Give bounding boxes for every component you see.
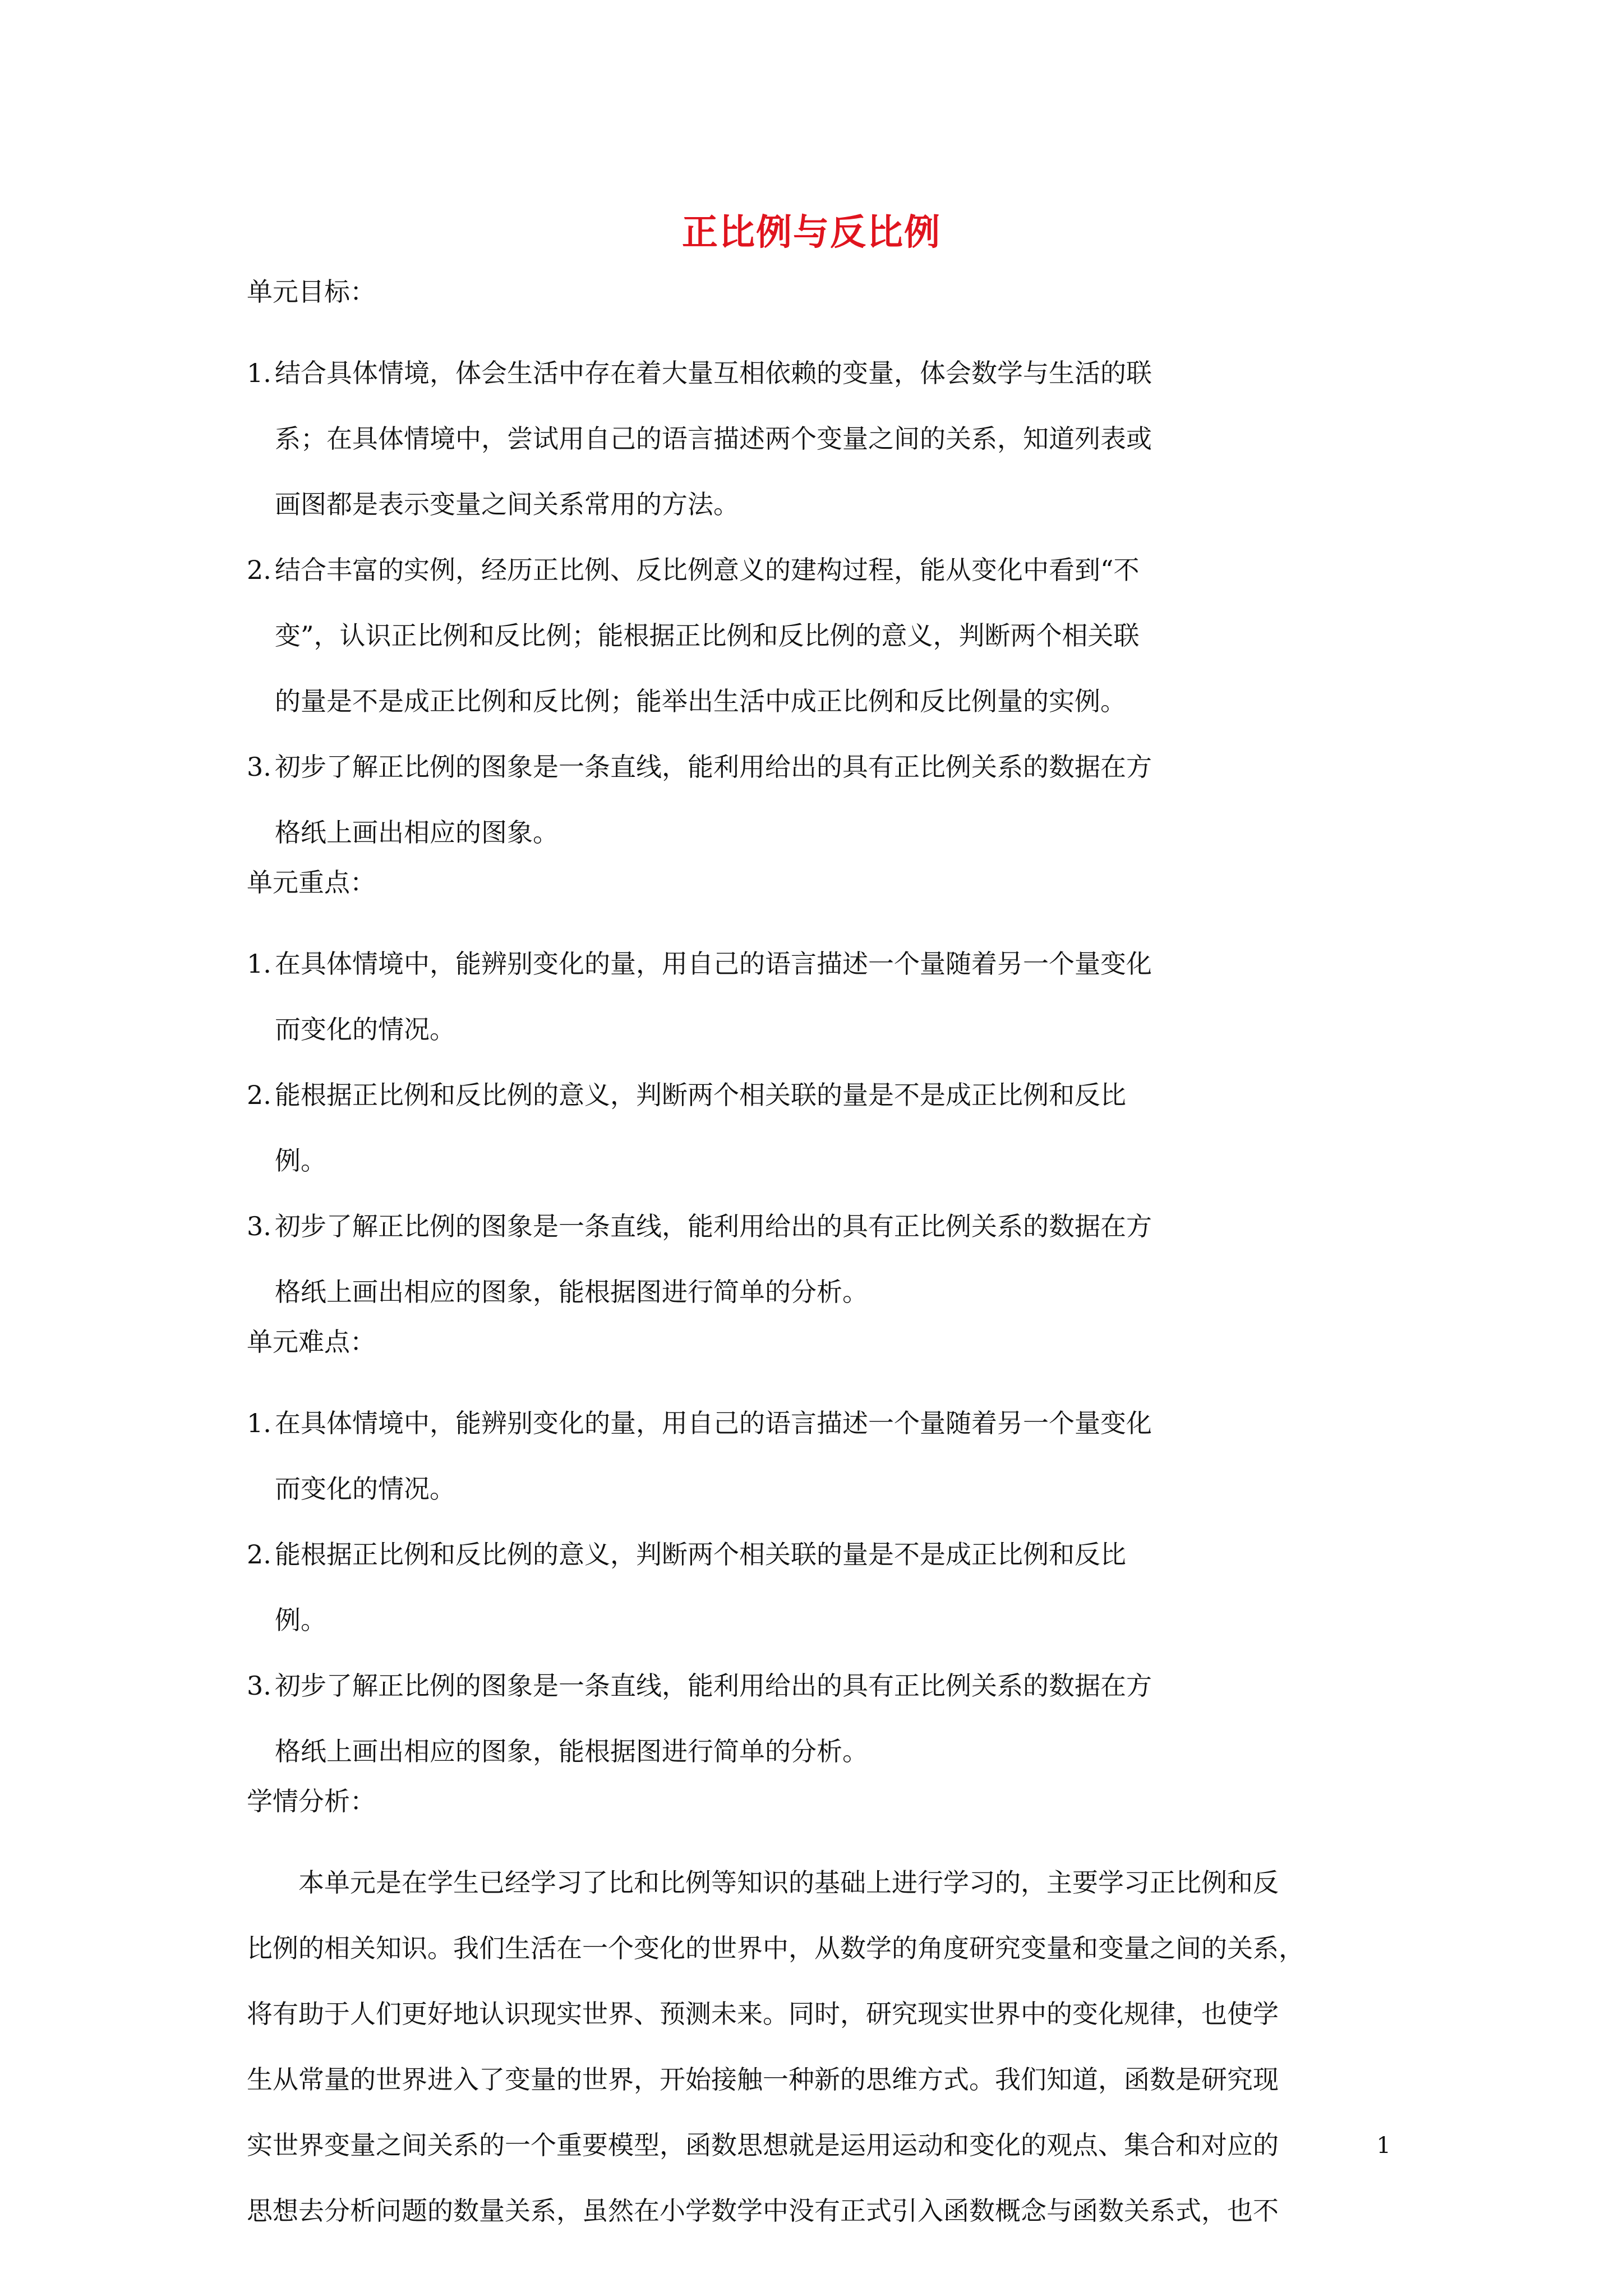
section-heading: 单元重点： [247, 867, 376, 898]
list-item-number: 3. [247, 1211, 271, 1241]
text-line: 比例的相关知识。我们生活在一个变化的世界中，从数学的角度研究变量和变量之间的关系， [247, 1933, 1304, 1963]
list-item-number: 1. [247, 949, 271, 979]
list-item-text [275, 341, 1256, 537]
list-item [247, 1062, 1385, 1194]
text-line: 思想去分析问题的数量关系，虽然在小学数学中没有正式引入函数概念与函数关系式，也不 [247, 2196, 1279, 2226]
section-unit-key-points [247, 866, 1385, 1325]
list-item [247, 734, 1385, 866]
section-heading: 单元目标： [247, 277, 376, 307]
text-line: 例。 [275, 1605, 326, 1635]
list-item-text [275, 537, 1256, 734]
list-item [247, 341, 1385, 537]
section-learning-analysis [247, 1784, 1385, 2244]
text-line: 而变化的情况。 [275, 1474, 455, 1504]
text-line: 初步了解正比例的图象是一条直线，能利用给出的具有正比例关系的数据在方 [275, 1671, 1152, 1701]
text-line: 格纸上画出相应的图象。 [275, 817, 559, 848]
text-line: 能根据正比例和反比例的意义，判断两个相关联的量是不是成正比例和反比 [275, 1539, 1126, 1570]
page-number: 1 [1376, 2133, 1391, 2159]
text-line: 系；在具体情境中，尝试用自己的语言描述两个变量之间的关系，知道列表或 [275, 424, 1152, 454]
text-line: 在具体情境中，能辨别变化的量，用自己的语言描述一个量随着另一个量变化 [275, 1408, 1152, 1438]
text-line: 例。 [275, 1145, 326, 1176]
list-item-number: 3. [247, 752, 271, 782]
text-line: 初步了解正比例的图象是一条直线，能利用给出的具有正比例关系的数据在方 [275, 752, 1152, 782]
text-line: 初步了解正比例的图象是一条直线，能利用给出的具有正比例关系的数据在方 [275, 1211, 1152, 1241]
list-item-text [275, 1062, 1256, 1194]
list-item-number: 2. [247, 1539, 271, 1570]
list-item-number: 3. [247, 1671, 271, 1701]
text-line: 而变化的情况。 [275, 1014, 455, 1045]
text-line: 格纸上画出相应的图象，能根据图进行简单的分析。 [275, 1277, 868, 1307]
document-body [247, 275, 1385, 2244]
text-line: 画图都是表示变量之间关系常用的方法。 [275, 489, 739, 519]
list-item-text [275, 931, 1256, 1062]
list-item [247, 1194, 1385, 1325]
analysis-paragraph [247, 1850, 1385, 2244]
text-line: 格纸上画出相应的图象，能根据图进行简单的分析。 [275, 1736, 868, 1766]
list-item-text [275, 1522, 1256, 1653]
list-item-text [275, 1653, 1256, 1784]
list-item-text [275, 1391, 1256, 1522]
list-item-number: 2. [247, 555, 271, 585]
text-line: 的量是不是成正比例和反比例；能举出生活中成正比例和反比例量的实例。 [275, 686, 1126, 716]
list-item [247, 1522, 1385, 1653]
list-item [247, 1653, 1385, 1784]
list-item-number: 1. [247, 358, 271, 388]
page-title: 正比例与反比例 [682, 211, 941, 254]
list-item [247, 931, 1385, 1062]
text-line: 实世界变量之间关系的一个重要模型，函数思想就是运用运动和变化的观点、集合和对应的 [247, 2130, 1279, 2160]
text-line: 生从常量的世界进入了变量的世界，开始接触一种新的思维方式。我们知道，函数是研究现 [247, 2064, 1279, 2095]
list-item-text [275, 734, 1256, 866]
text-line: 结合丰富的实例，经历正比例、反比例意义的建构过程，能从变化中看到“不 [275, 555, 1140, 585]
list-item-text [275, 1194, 1256, 1325]
list-item [247, 537, 1385, 734]
section-unit-goals [247, 275, 1385, 866]
text-line: 结合具体情境，体会生活中存在着大量互相依赖的变量，体会数学与生活的联 [275, 358, 1152, 388]
text-line: 将有助于人们更好地认识现实世界、预测未来。同时，研究现实世界中的变化规律，也使学 [247, 1999, 1279, 2029]
text-line: 本单元是在学生已经学习了比和比例等知识的基础上进行学习的，主要学习正比例和反 [298, 1867, 1279, 1898]
list-item [247, 1391, 1385, 1522]
text-line: 在具体情境中，能辨别变化的量，用自己的语言描述一个量随着另一个量变化 [275, 949, 1152, 979]
section-heading: 学情分析： [247, 1786, 376, 1816]
list-item-number: 2. [247, 1080, 271, 1110]
list-item-number: 1. [247, 1408, 271, 1438]
section-unit-difficulties [247, 1325, 1385, 1784]
section-heading: 单元难点： [247, 1327, 376, 1357]
text-line: 变”，认识正比例和反比例；能根据正比例和反比例的意义，判断两个相关联 [275, 620, 1140, 651]
text-line: 能根据正比例和反比例的意义，判断两个相关联的量是不是成正比例和反比 [275, 1080, 1126, 1110]
